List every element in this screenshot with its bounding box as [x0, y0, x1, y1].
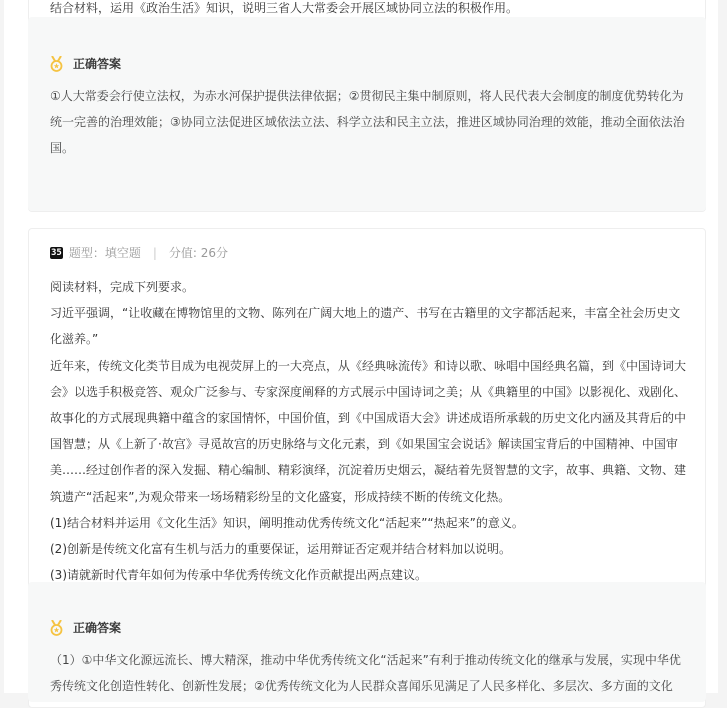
question-paragraph: 阅读材料，完成下列要求。 [50, 280, 195, 294]
question-paragraph: 习近平强调，“让收藏在博物馆里的文物、陈列在广阔大地上的遗产、书写在古籍里的文字都活起来，丰富全社会历史文化滋养。” [50, 306, 681, 347]
question-type: 题型：填空题 [68, 246, 141, 260]
question-score: 分值: 26分 [168, 246, 229, 260]
page-content [4, 0, 718, 693]
answer-title-text: 正确答案 [73, 57, 122, 71]
question-subitem-1: (1)结合材料并运用《文化生活》知识，阐明推动优秀传统文化“活起来”“热起来”的意义。 [50, 515, 524, 530]
question-number-badge: 35 [51, 247, 62, 258]
answer-text: （1）①中华文化源远流长、博大精深，推动中华优秀传统文化“活起来”有利于推动传统文化的继承与发展，实现中华优秀传统文化创造性转化、创新性发展；②优秀传统文化为人民群众喜闻乐见满足了人民多样化、多层次、多方面的文化 [50, 653, 681, 693]
question-subitem-3: (3)请就新时代青年如何为传承中华优秀传统文化作贡献提出两点建议。 [50, 568, 428, 583]
prev-answer-title [50, 55, 121, 72]
question-subitem-2: (2)创新是传统文化富有生机与活力的重要保证，运用辩证否定观并结合材料加以说明。 [50, 542, 512, 557]
answer-title-text: 正确答案 [73, 621, 122, 635]
question-paragraph: 近年来，传统文化类节目成为电视荧屏上的一大亮点，从《经典咏流传》和诗以歌、咏唱中国经典名篇，到《中国诗词大会》以选手积极竞答、观众广泛参与、专家深度阐释的方式展示中国诗词之美；从《典籍里的中国》以影视化、戏剧化、故事化的方式展现典籍中蕴含的家国情怀，中国价值，到《中国成语大会》讲述成语所承载的历史文化内涵及其背后的中国智慧；从《上新了·故宫》寻觅故宫的历史脉络与文化元素，到《如果国宝会说话》解读国宝背后的中国精神、中国审美……经过创作者的深入发掘、精心编制、精彩演绎，沉淀着历史烟云，凝结着先贤智慧的文字，故事、典籍、文物、建筑遗产“活起来”,为观众带来一场场精彩纷呈的文化盛宴，形成持续不断的传统文化热。 [50, 358, 687, 504]
answer-title [50, 619, 121, 636]
question-meta [50, 244, 228, 261]
prev-answer-text: ①人大常委会行使立法权，为赤水河保护提供法律依据；②贯彻民主集中制原则，将人民代表大会制度的制度优势转化为统一完善的治理效能；③协同立法促进区域依法立法、科学立法和民主立法，推进区域协同治理的效能，推动全面依法治国。 [50, 89, 685, 155]
medal-icon [50, 56, 63, 72]
meta-separator: | [152, 245, 157, 260]
medal-icon [50, 620, 63, 636]
question-body [50, 274, 690, 588]
prev-question-last-line: 结合材料，运用《政治生活》知识，说明三省人大常委会开展区域协同立法的积极作用。 [50, 1, 519, 15]
